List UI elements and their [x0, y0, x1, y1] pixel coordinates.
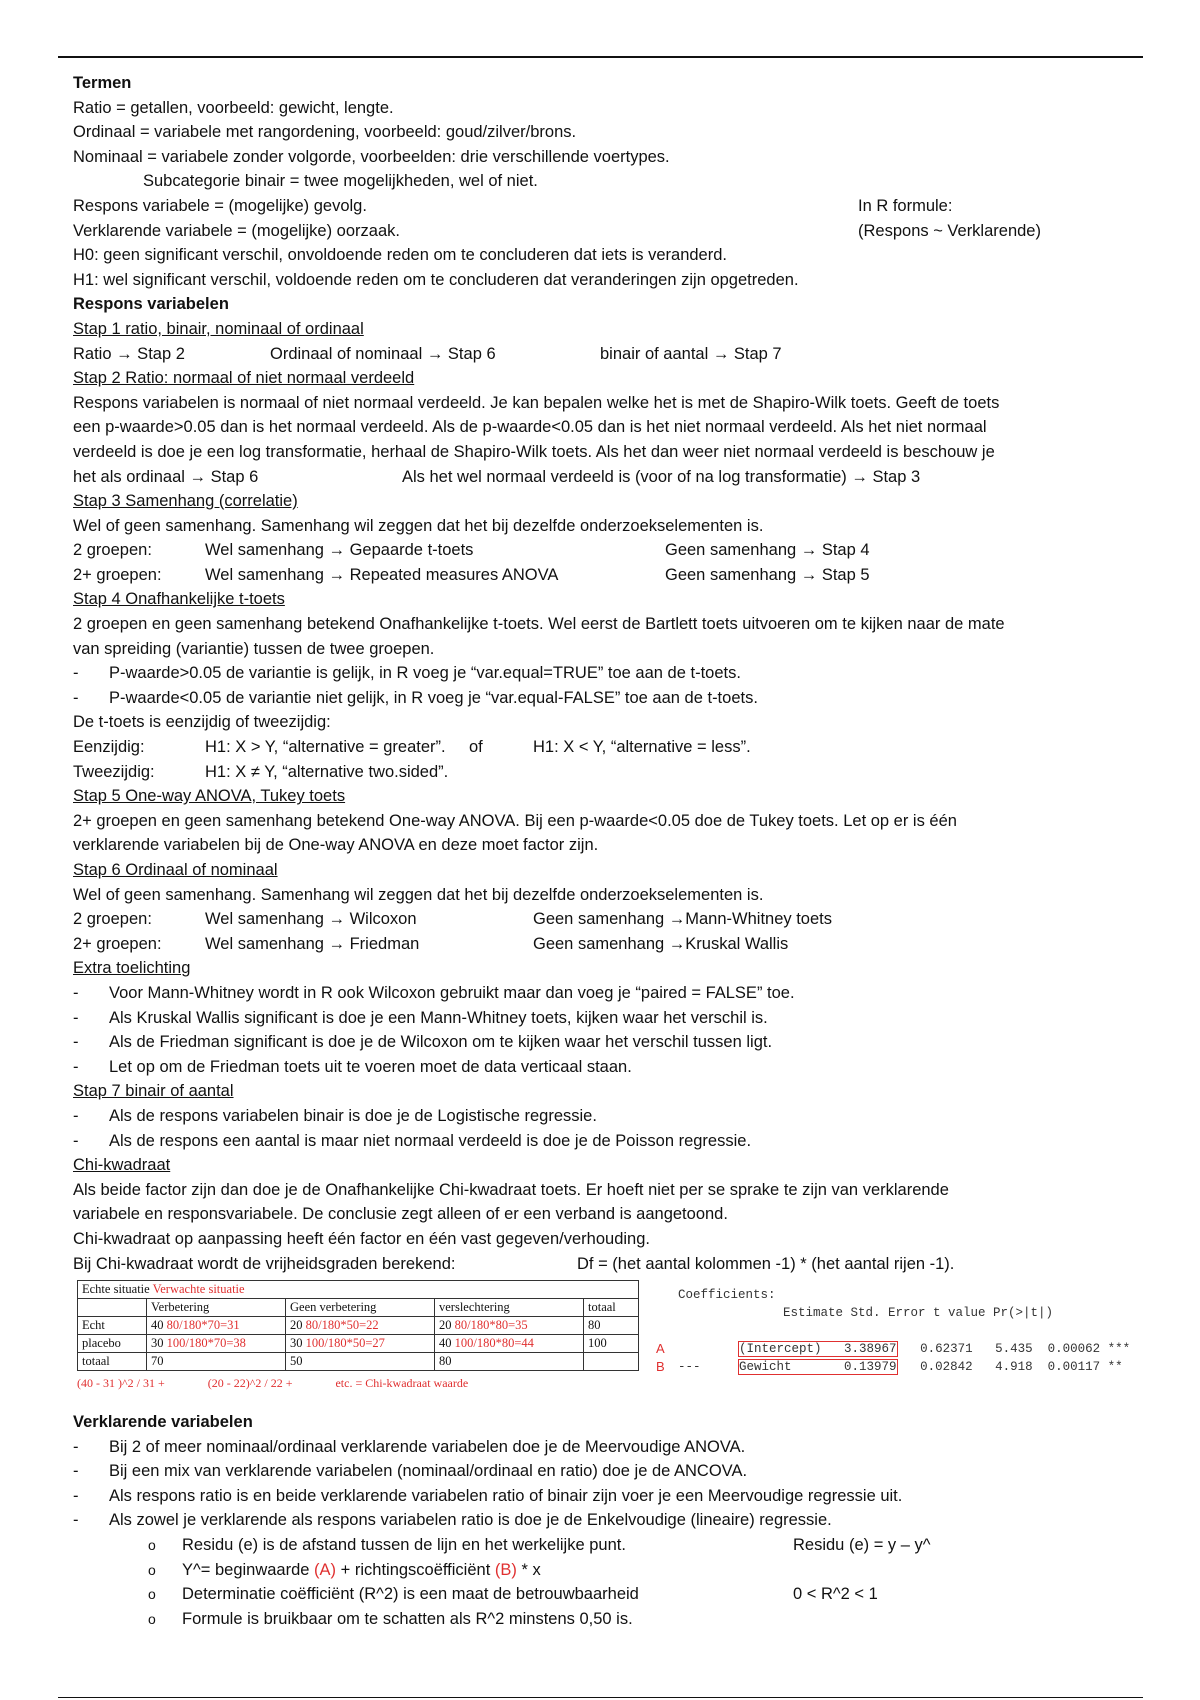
chi-table-header: [78, 1299, 639, 1317]
stap6-r1a: 2 groepen:: [73, 910, 152, 929]
stap3-row2: [73, 563, 1138, 588]
label-a: A: [656, 1341, 665, 1357]
coef-name: Gewicht: [739, 1360, 822, 1375]
extra-bullet1: - Voor Mann-Whitney wordt in R ook Wilcoxon gebruikt maar dan voeg je “paired = FALSE” toe.: [73, 981, 1138, 1006]
cell: [286, 1317, 435, 1335]
verkl-bullet3: - Als respons ratio is en beide verklarende variabelen ratio of binair zijn voer je een Meervoudige regressie uit.: [73, 1484, 1138, 1509]
cell: [147, 1335, 286, 1353]
cell-total: 80: [584, 1317, 639, 1335]
cell-observed: 40: [151, 1318, 164, 1333]
stap3-row1: [73, 538, 1138, 563]
stap1-row: [73, 342, 1138, 367]
extra-bullet4: - Let op om de Friedman toets uit te voeren moet de data verticaal staan.: [73, 1055, 1138, 1080]
yhat-x: * x: [516, 1560, 541, 1579]
top-rule: [58, 56, 1143, 58]
def-nominaal: Nominaal = variabele zonder volgorde, voorbeelden: drie verschillende voertypes.: [73, 147, 670, 166]
chi-line4a: Bij Chi-kwadraat wordt de vrijheidsgraden berekend:: [73, 1254, 456, 1273]
verkl-sub3: [73, 1582, 1138, 1607]
tables-region: [73, 1280, 1138, 1410]
stap6-r2b: Wel samenhang → Friedman: [205, 934, 420, 953]
note-term1: (40 - 31 )^2 / 31 +: [77, 1376, 165, 1391]
stap6-line1: Wel of geen samenhang. Samenhang wil zeggen dat het bij dezelfde onderzoekselementen is.: [73, 885, 764, 904]
cell-expected: 80/180*50=22: [305, 1318, 379, 1333]
coef-rest: 0.62371 5.435 0.00062 ***: [897, 1342, 1131, 1357]
residu-text: Residu (e) is de afstand tussen de lijn en het werkelijke punt.: [182, 1536, 626, 1555]
cell-total: [584, 1353, 639, 1371]
header-cell: verslechtering: [435, 1299, 584, 1317]
header-cell: Geen verbetering: [286, 1299, 435, 1317]
coef-row-gewicht: [656, 1340, 1130, 1375]
cell-observed: 20: [439, 1318, 452, 1333]
chi-line4b: Df = (het aantal kolommen -1) * (het aantal rijen -1).: [577, 1254, 955, 1273]
caption-verwachte: Verwachte situatie: [152, 1282, 245, 1297]
stap4-title: Stap 4 Onafhankelijke t-toets: [73, 590, 285, 609]
stap4-e3: of: [469, 738, 483, 757]
cell-expected: 80/180*70=31: [166, 1318, 240, 1333]
stap1-b: Ordinaal of nominaal → Stap 6: [270, 344, 496, 363]
chi-line1: Als beide factor zijn dan doe je de Onafhankelijke Chi-kwadraat toets. Er hoeft niet per se sprake te zijn van verklarende: [73, 1180, 949, 1199]
cell: [435, 1317, 584, 1335]
def-ordinaal: Ordinaal = variabele met rangordening, voorbeeld: goud/zilver/brons.: [73, 123, 577, 142]
chi-line2: variabele en responsvariabele. De conclusie zegt alleen of er een verband is aangetoond.: [73, 1205, 728, 1224]
stap4-bullet1: - P-waarde>0.05 de variantie is gelijk, in R voeg je “var.equal=TRUE” toe aan de t-toets.: [73, 661, 1138, 686]
yhat-b: + richtingscoëfficiënt: [336, 1560, 495, 1579]
coef-header: Estimate Std. Error t value Pr(>|t|): [678, 1306, 1054, 1321]
stap6-r1c: Geen samenhang →Mann-Whitney toets: [533, 910, 832, 929]
stap4-e4: H1: X < Y, “alternative = less”.: [533, 738, 751, 757]
cell: 70: [147, 1353, 286, 1371]
stap4-t2: H1: X ≠ Y, “alternative two.sided”.: [205, 762, 449, 781]
stap4-tweezijdig-row: [73, 760, 1138, 785]
def-ratio: Ratio = getallen, voorbeeld: gewicht, lengte.: [73, 98, 394, 117]
label-b: B: [656, 1359, 665, 1375]
cell: 80: [435, 1353, 584, 1371]
stap3-r1a: 2 groepen:: [73, 541, 152, 560]
stap3-r2b: Wel samenhang → Repeated measures ANOVA: [205, 565, 559, 584]
extra-title: Extra toelichting: [73, 959, 191, 978]
caption-echte: Echte situatie: [82, 1282, 150, 1297]
cell-observed: 30: [290, 1336, 303, 1351]
stap6-r1b: Wel samenhang → Wilcoxon: [205, 910, 417, 929]
stap2-title: Stap 2 Ratio: normaal of niet normaal verdeeld: [73, 369, 415, 388]
chi-calculation-note: [77, 1376, 508, 1391]
stap1-title: Stap 1 ratio, binair, nominaal of ordinaal: [73, 319, 364, 338]
def-binair: Subcategorie binair = twee mogelijkheden, wel of niet.: [143, 172, 538, 191]
row-label: totaal: [78, 1353, 147, 1371]
verkl-sub1: [73, 1533, 1138, 1558]
stap3-r2a: 2+ groepen:: [73, 565, 162, 584]
cell: [147, 1317, 286, 1335]
cell: [435, 1335, 584, 1353]
cell: [286, 1335, 435, 1353]
verkl-sub2: [73, 1558, 1138, 1583]
stap7-bullet1: - Als de respons variabelen binair is doe je de Logistische regressie.: [73, 1104, 1138, 1129]
stap4-e2: H1: X > Y, “alternative = greater”.: [205, 738, 446, 757]
verkl-bullet1: - Bij 2 of meer nominaal/ordinaal verklarende variabelen doe je de Meervoudige ANOVA.: [73, 1435, 1138, 1460]
determinatie-range: 0 < R^2 < 1: [793, 1585, 878, 1604]
chi-line3: Chi-kwadraat op aanpassing heeft één factor en één vast gegeven/verhouding.: [73, 1229, 650, 1248]
r-formule-label: In R formule:: [858, 196, 953, 215]
stap4-bullet2: - P-waarde<0.05 de variantie niet gelijk, in R voeg je “var.equal-FALSE” toe aan de t-toets.: [73, 686, 1138, 711]
cell-observed: 40: [439, 1336, 452, 1351]
coef-separator: ---: [678, 1360, 701, 1375]
cell-expected: 100/180*80=44: [454, 1336, 534, 1351]
yhat-b-label: (B): [494, 1560, 517, 1579]
stap6-row1: [73, 907, 1138, 932]
table-row: [78, 1335, 639, 1353]
def-h1: H1: wel significant verschil, voldoende reden om te concluderen dat veranderingen zijn opgetreden.: [73, 270, 799, 289]
stap4-t1: Tweezijdig:: [73, 762, 155, 781]
cell-observed: 20: [290, 1318, 303, 1333]
cell-total: 100: [584, 1335, 639, 1353]
coef-estimate: 0.13979: [844, 1360, 897, 1375]
cell-expected: 100/180*50=27: [305, 1336, 385, 1351]
stap2-line2: een p-waarde>0.05 dan is het normaal verdeeld. Als de p-waarde<0.05 dan is het niet normaal verdeeld. Als het niet normaal: [73, 418, 987, 437]
stap4-line3: De t-toets is eenzijdig of tweezijdig:: [73, 713, 331, 732]
stap6-r2a: 2+ groepen:: [73, 934, 162, 953]
stap3-line1: Wel of geen samenhang. Samenhang wil zeggen dat het bij dezelfde onderzoekselementen is.: [73, 516, 764, 535]
coef-title: Coefficients:: [678, 1288, 776, 1303]
stap6-title: Stap 6 Ordinaal of nominaal: [73, 861, 278, 879]
table-row: [78, 1317, 639, 1335]
chi-table-caption: [78, 1281, 639, 1299]
note-term2: (20 - 22)^2 / 22 +: [207, 1376, 293, 1391]
row-label: placebo: [78, 1335, 147, 1353]
stap3-r1c: Geen samenhang → Stap 4: [665, 541, 870, 560]
r-coefficients-output: [656, 1286, 1131, 1376]
header-cell: Verbetering: [147, 1299, 286, 1317]
def-verklarende-row: [73, 219, 1138, 244]
stap2-line4a: het als ordinaal → Stap 6: [73, 467, 259, 486]
verkl-bullet2: - Bij een mix van verklarende variabelen (nominaal/ordinaal en ratio) doe je de ANCOVA.: [73, 1459, 1138, 1484]
chi-title: Chi-kwadraat: [73, 1156, 171, 1175]
stap3-r1b: Wel samenhang → Gepaarde t-toets: [205, 541, 474, 560]
verklarende-heading: Verklarende variabelen: [73, 1413, 253, 1432]
row-label: Echt: [78, 1317, 147, 1335]
cell-observed: 30: [151, 1336, 164, 1351]
stap7-title: Stap 7 binair of aantal: [73, 1082, 234, 1101]
stap2-line4b: Als het wel normaal verdeeld is (voor of na log transformatie) → Stap 3: [402, 467, 921, 486]
cell: 50: [286, 1353, 435, 1371]
stap1-c: binair of aantal → Stap 7: [600, 344, 782, 363]
yhat-a-label: (A): [314, 1560, 337, 1579]
def-h0: H0: geen significant verschil, onvoldoende reden om te concluderen dat iets is veranderd.: [73, 246, 727, 265]
chi-table: [77, 1280, 639, 1371]
stap4-e1: Eenzijdig:: [73, 738, 145, 757]
verkl-bullet4: - Als zowel je verklarende als respons variabelen ratio is doe je de Enkelvoudige (lineaire) regressie.: [73, 1508, 1138, 1533]
stap3-title: Stap 3 Samenhang (correlatie): [73, 492, 298, 511]
stap4-line2: van spreiding (variantie) tussen de twee groepen.: [73, 639, 435, 658]
stap7-bullet2: - Als de respons een aantal is maar niet normaal verdeeld is doe je de Poisson regressie.: [73, 1129, 1138, 1154]
yhat-a: Y^= beginwaarde: [182, 1560, 315, 1579]
document-page: [73, 71, 1138, 1631]
cell-expected: 80/180*80=35: [454, 1318, 528, 1333]
chi-line4: [73, 1252, 1138, 1277]
stap4-eenzijdig-row: [73, 735, 1138, 760]
coef-rest: 0.02842 4.918 0.00117 **: [897, 1360, 1123, 1375]
table-row: [78, 1353, 639, 1371]
stap2-line4: [73, 465, 1138, 490]
stap2-line3: verdeeld is doe je een log transformatie, herhaal de Shapiro-Wilk toets. Als het dan weer niet normaal verdeeld is beschouw je: [73, 442, 995, 461]
def-respons-row: [73, 194, 1138, 219]
stap4-line1: 2 groepen en geen samenhang betekend Onafhankelijke t-toets. Wel eerst de Bartlett toets uitvoeren om te kijken naar de mate: [73, 615, 1005, 634]
stap6-row2: [73, 932, 1138, 957]
stap3-r2c: Geen samenhang → Stap 5: [665, 565, 870, 584]
r-formule: (Respons ~ Verklarende): [858, 221, 1041, 240]
stap6-r2c: Geen samenhang →Kruskal Wallis: [533, 934, 789, 953]
stap2-line1: Respons variabelen is normaal of niet normaal verdeeld. Je kan bepalen welke het is met de Shapiro-Wilk toets. Geeft de toets: [73, 393, 1000, 412]
residu-formula: Residu (e) = y – y^: [793, 1536, 931, 1555]
note-result: etc. = Chi-kwadraat waarde: [335, 1376, 469, 1391]
bottom-rule: [58, 1697, 1143, 1698]
stap5-line1: 2+ groepen en geen samenhang betekend One-way ANOVA. Bij een p-waarde<0.05 doe de Tukey toets. Let op er is één: [73, 811, 957, 830]
extra-bullet3: - Als de Friedman significant is doe je de Wilcoxon om te kijken waar het verschil tussen ligt.: [73, 1030, 1138, 1055]
stap5-line2: verklarende variabelen bij de One-way ANOVA en deze moet factor zijn.: [73, 836, 599, 855]
coef-row-intercept: [656, 1322, 1131, 1357]
def-verklarende: Verklarende variabele = (mogelijke) oorzaak.: [73, 221, 400, 240]
coef-name: (Intercept): [739, 1342, 822, 1357]
determinatie-text: Determinatie coëfficiënt (R^2) is een maat de betrouwbaarheid: [182, 1585, 639, 1604]
chi-table-caption-row: [78, 1281, 639, 1299]
cell-expected: 100/180*70=38: [166, 1336, 246, 1351]
def-respons: Respons variabele = (mogelijke) gevolg.: [73, 196, 367, 215]
termen-heading: Termen: [73, 74, 132, 92]
extra-bullet2: - Als Kruskal Wallis significant is doe je een Mann-Whitney toets, kijken waar het verschil is.: [73, 1006, 1138, 1031]
respons-heading: Respons variabelen: [73, 295, 229, 314]
header-cell: totaal: [584, 1299, 639, 1317]
stap1-a: Ratio → Stap 2: [73, 344, 185, 363]
header-cell: [78, 1299, 147, 1317]
verkl-sub4: o Formule is bruikbaar om te schatten als R^2 minstens 0,50 is.: [73, 1607, 1138, 1632]
coef-estimate: 3.38967: [844, 1342, 897, 1357]
stap5-title: Stap 5 One-way ANOVA, Tukey toets: [73, 787, 346, 806]
